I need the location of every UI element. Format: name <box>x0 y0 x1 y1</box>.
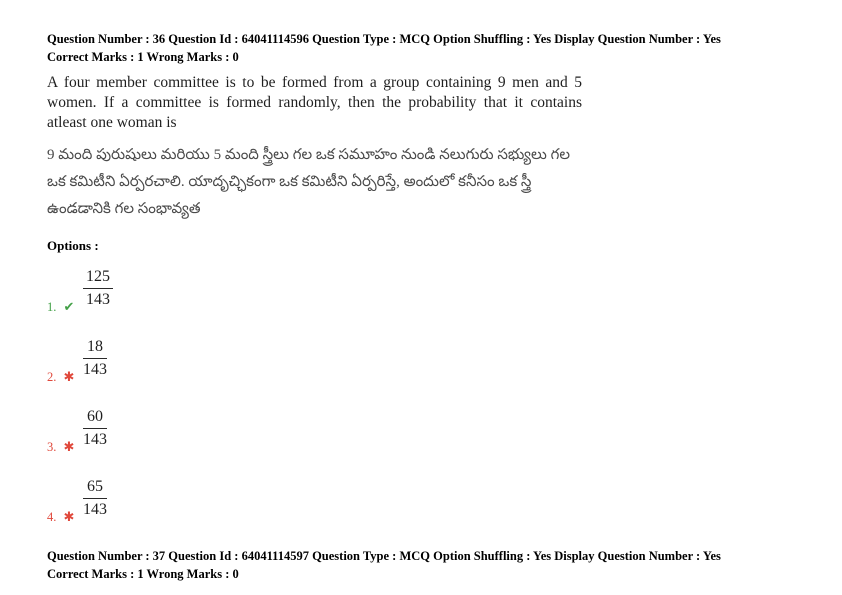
options-list <box>47 267 795 524</box>
option-4-label <box>47 509 83 525</box>
option-3 <box>47 407 795 454</box>
question-36-text-english: A four member committee is to be formed from a group containing 9 men and 5 women. If a committee is formed randomly, then the probability that it contains atleast one woman is <box>47 74 582 131</box>
fraction-numerator: 65 <box>83 477 107 499</box>
fraction-denominator: 143 <box>83 501 107 518</box>
option-2-fraction <box>83 337 107 380</box>
fraction-numerator: 125 <box>83 267 113 289</box>
fraction-denominator: 143 <box>83 431 107 448</box>
option-2-label <box>47 369 83 385</box>
options-heading: Options : <box>47 238 99 253</box>
question-37-meta-line-1: Question Number : 37 Question Id : 64041114597 Question Type : MCQ Option Shuffling : Yes Display Question Number : Yes <box>47 549 721 563</box>
question-36-meta-line-1: Question Number : 36 Question Id : 64041114596 Question Type : MCQ Option Shuffling : Yes Display Question Number : Yes <box>47 32 721 46</box>
option-4 <box>47 477 795 524</box>
option-2-number: 2. <box>47 370 57 384</box>
option-1-fraction <box>83 267 113 310</box>
fraction-denominator: 143 <box>83 361 107 378</box>
fraction-denominator: 143 <box>86 291 110 308</box>
option-3-number: 3. <box>47 440 57 454</box>
option-3-label <box>47 439 83 455</box>
wrong-star-icon: ✱ <box>63 439 75 454</box>
question-36-meta <box>47 30 747 66</box>
option-3-fraction <box>83 407 107 450</box>
option-1-number: 1. <box>47 300 57 314</box>
question-36-meta-line-2: Correct Marks : 1 Wrong Marks : 0 <box>47 50 239 64</box>
wrong-star-icon: ✱ <box>63 509 75 524</box>
correct-tick-icon: ✔ <box>63 299 75 314</box>
option-1 <box>47 267 795 314</box>
question-37-section <box>47 547 795 583</box>
fraction-numerator: 18 <box>83 337 107 359</box>
question-36-text-telugu: 9 మంది పురుషులు మరియు 5 మంది స్త్రీలు గల ఒక సమూహం నుండి నలుగురు సభ్యులు గల ఒక కమిటీని ఏర్పరచాలి. యాదృచ్ఛికంగా ఒక కమిటీని ఏర్పరిస్తే, అందులో కనీసం ఒక స్త్రీ ఉండడానికి గల సంభావ్యత <box>47 147 570 217</box>
option-1-label <box>47 299 83 315</box>
fraction-numerator: 60 <box>83 407 107 429</box>
question-36-section <box>47 30 795 524</box>
question-37-meta <box>47 547 747 583</box>
question-37-meta-line-2: Correct Marks : 1 Wrong Marks : 0 <box>47 567 239 581</box>
option-4-fraction <box>83 477 107 520</box>
option-2 <box>47 337 795 384</box>
option-4-number: 4. <box>47 510 57 524</box>
wrong-star-icon: ✱ <box>63 369 75 384</box>
